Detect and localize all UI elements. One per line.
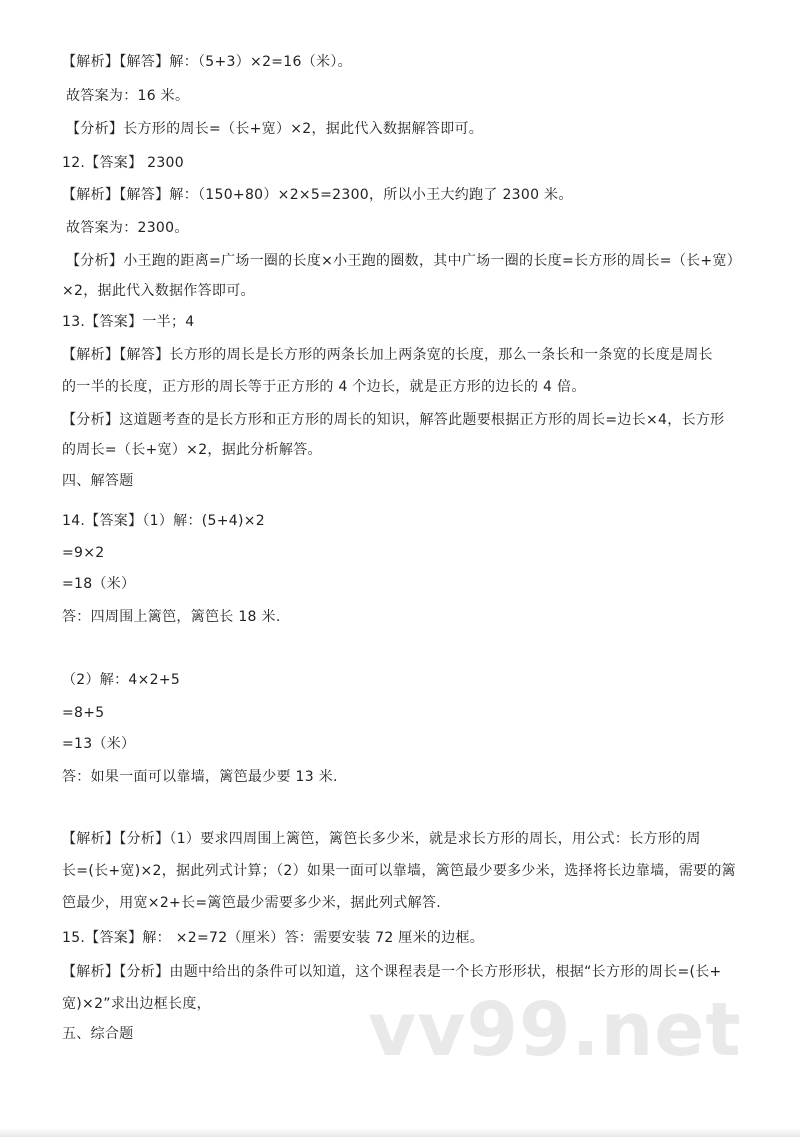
text-line: 【解析】【解答】解：（150+80）×2×5=2300，所以小王大约跑了 2300 米。: [62, 187, 573, 203]
text-line: =8+5: [62, 705, 105, 721]
text-line: ×2，据此代入数据作答即可。: [62, 283, 255, 299]
section-heading: 四、解答题: [62, 473, 134, 489]
text-line: 答：如果一面可以靠墙，篱笆最少要 13 米.: [62, 769, 338, 785]
question-12-answer: 12.【答案】 2300: [62, 155, 184, 171]
text-line: 【分析】长方形的周长=（长+宽）×2，据此代入数据解答即可。: [66, 121, 484, 137]
question-14-answer: 14.【答案】（1）解：(5+4)×2: [62, 513, 265, 529]
text-line: 【解析】【分析】由题中给出的条件可以知道，这个课程表是一个长方形形状，根据“长方形的周长=(长+: [62, 964, 722, 980]
text-line: 的周长=（长+宽）×2，据此分析解答。: [62, 442, 322, 458]
text-line: 的一半的长度，正方形的周长等于正方形的 4 个边长，就是正方形的边长的 4 倍。: [62, 379, 586, 395]
text-line: =13（米）: [62, 736, 136, 752]
text-line: 【解析】【解答】解：（5+3）×2=16（米）。: [62, 54, 352, 70]
text-line: 答：四周围上篱笆，篱笆长 18 米.: [62, 609, 281, 625]
text-line: 【解析】【解答】长方形的周长是长方形的两条长加上两条宽的长度，那么一条长和一条宽的长度是周长: [62, 347, 713, 363]
page-bottom-edge: [0, 1128, 800, 1137]
section-heading: 五、综合题: [62, 1026, 134, 1042]
text-line: =9×2: [62, 545, 105, 561]
text-line: 故答案为：16 米。: [66, 88, 190, 104]
text-line: 笆最少，用宽×2+长=篱笆最少需要多少米，据此列式解答.: [62, 895, 441, 911]
text-line: 【分析】这道题考查的是长方形和正方形的周长的知识，解答此题要根据正方形的周长=边长×4，长方形: [62, 412, 725, 428]
text-line: =18（米）: [62, 576, 136, 592]
text-line: （2）解：4×2+5: [62, 672, 181, 688]
text-line: 【分析】小王跑的距离=广场一圈的长度×小王跑的圈数，其中广场一圈的长度=长方形的周长=（长+宽）: [66, 253, 742, 269]
text-line: 故答案为：2300。: [66, 220, 189, 236]
text-line: 宽)×2”求出边框长度，: [62, 996, 211, 1012]
question-15-answer: 15.【答案】解： ×2=72（厘米）答：需要安装 72 厘米的边框。: [62, 930, 485, 946]
text-line: 长=(长+宽)×2，据此列式计算；（2）如果一面可以靠墙，篱笆最少要多少米，选择将长边靠墙，需要的篱: [62, 863, 736, 879]
text-line: 【解析】【分析】（1）要求四周围上篱笆，篱笆长多少米，就是求长方形的周长，用公式：长方形的周: [62, 831, 701, 847]
question-13-answer: 13.【答案】一半；4: [62, 314, 195, 330]
watermark: vv99.net: [368, 987, 742, 1073]
